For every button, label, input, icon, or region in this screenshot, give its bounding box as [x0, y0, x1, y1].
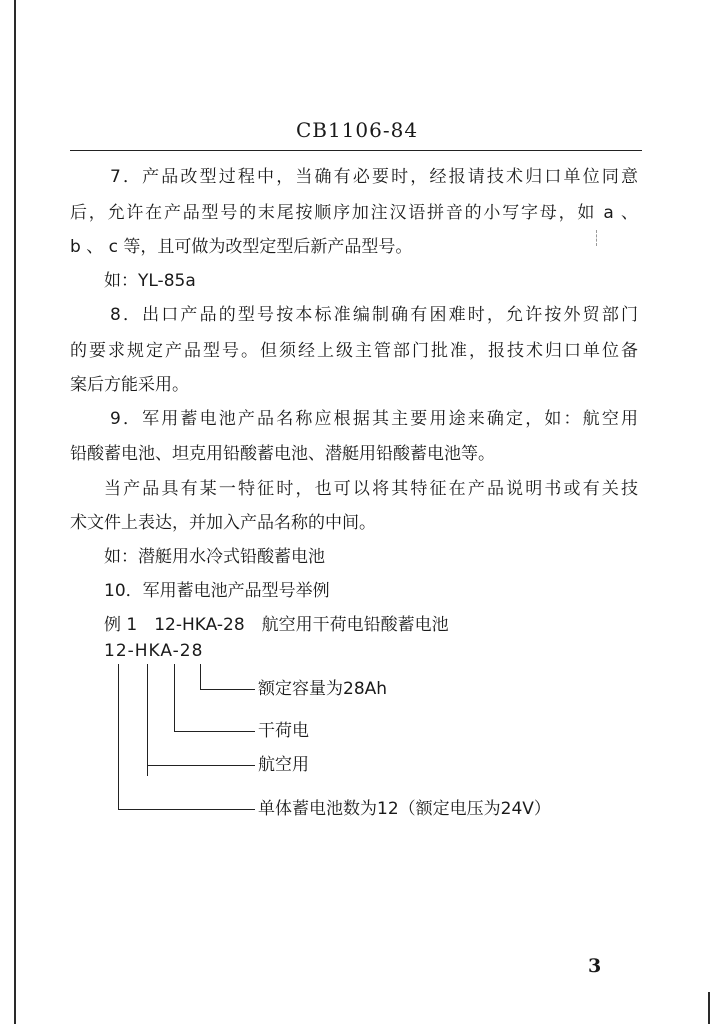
connector-cells-vertical: [118, 664, 119, 810]
paragraph-9-line-2: 铅酸蓄电池、坦克用铅酸蓄电池、潜艇用铅酸蓄电池等。: [70, 444, 495, 464]
example-1-heading: 例 1 12-HKA-28 航空用干荷电铅酸蓄电池: [104, 615, 449, 635]
connector-capacity-vertical: [200, 664, 201, 690]
paragraph-8-line-2: 的要求规定产品型号。但须经上级主管部门批准，报技术归口单位备: [70, 341, 638, 361]
paragraph-7-example: 如：YL-85a: [104, 271, 196, 291]
label-aviation: 航空用: [258, 755, 309, 775]
paragraph-8-line-1: 8．出口产品的型号按本标准编制确有困难时，允许按外贸部门: [110, 305, 638, 325]
paragraph-9-example: 如：潜艇用水冷式铅酸蓄电池: [104, 547, 325, 567]
paragraph-9b-line-1: 当产品具有某一特征时，也可以将其特征在产品说明书或有关技: [104, 479, 638, 499]
connector-aviation-vertical: [147, 664, 148, 776]
paragraph-7-line-3: b 、 c 等，且可做为改型定型后新产品型号。: [70, 237, 413, 257]
label-dry-charged: 干荷电: [258, 721, 309, 741]
paragraph-10-title: 10．军用蓄电池产品型号举例: [104, 581, 330, 601]
label-cell-count: 单体蓄电池数为12（额定电压为24V）: [258, 799, 551, 819]
paragraph-7-line-2: 后，允许在产品型号的末尾按顺序加注汉语拼音的小写字母，如 a 、: [70, 203, 638, 223]
scan-artifact-mark: [596, 230, 598, 246]
connector-capacity-horizontal: [200, 689, 255, 690]
page-number: 3: [588, 955, 602, 977]
scan-edge-left: [14, 0, 16, 1024]
label-rated-capacity: 额定容量为28Ah: [258, 679, 388, 699]
standard-code-header: CB1106-84: [295, 118, 419, 142]
connector-cells-horizontal: [118, 809, 255, 810]
connector-dry-charged-vertical: [174, 664, 175, 732]
paragraph-9b-line-2: 术文件上表达，并加入产品名称的中间。: [70, 513, 376, 533]
paragraph-8-line-3: 案后方能采用。: [70, 375, 189, 395]
connector-aviation-horizontal: [147, 765, 255, 766]
paragraph-7-line-1: 7．产品改型过程中，当确有必要时，经报请技术归口单位同意: [110, 167, 638, 187]
model-number-diagram: [0, 640, 714, 840]
header-divider: [70, 150, 642, 151]
scan-edge-right: [708, 992, 710, 1024]
diagram-model-code: 12-HKA-28: [104, 641, 204, 661]
paragraph-9-line-1: 9．军用蓄电池产品名称应根据其主要用途来确定，如：航空用: [110, 409, 638, 429]
connector-dry-charged-horizontal: [174, 731, 255, 732]
